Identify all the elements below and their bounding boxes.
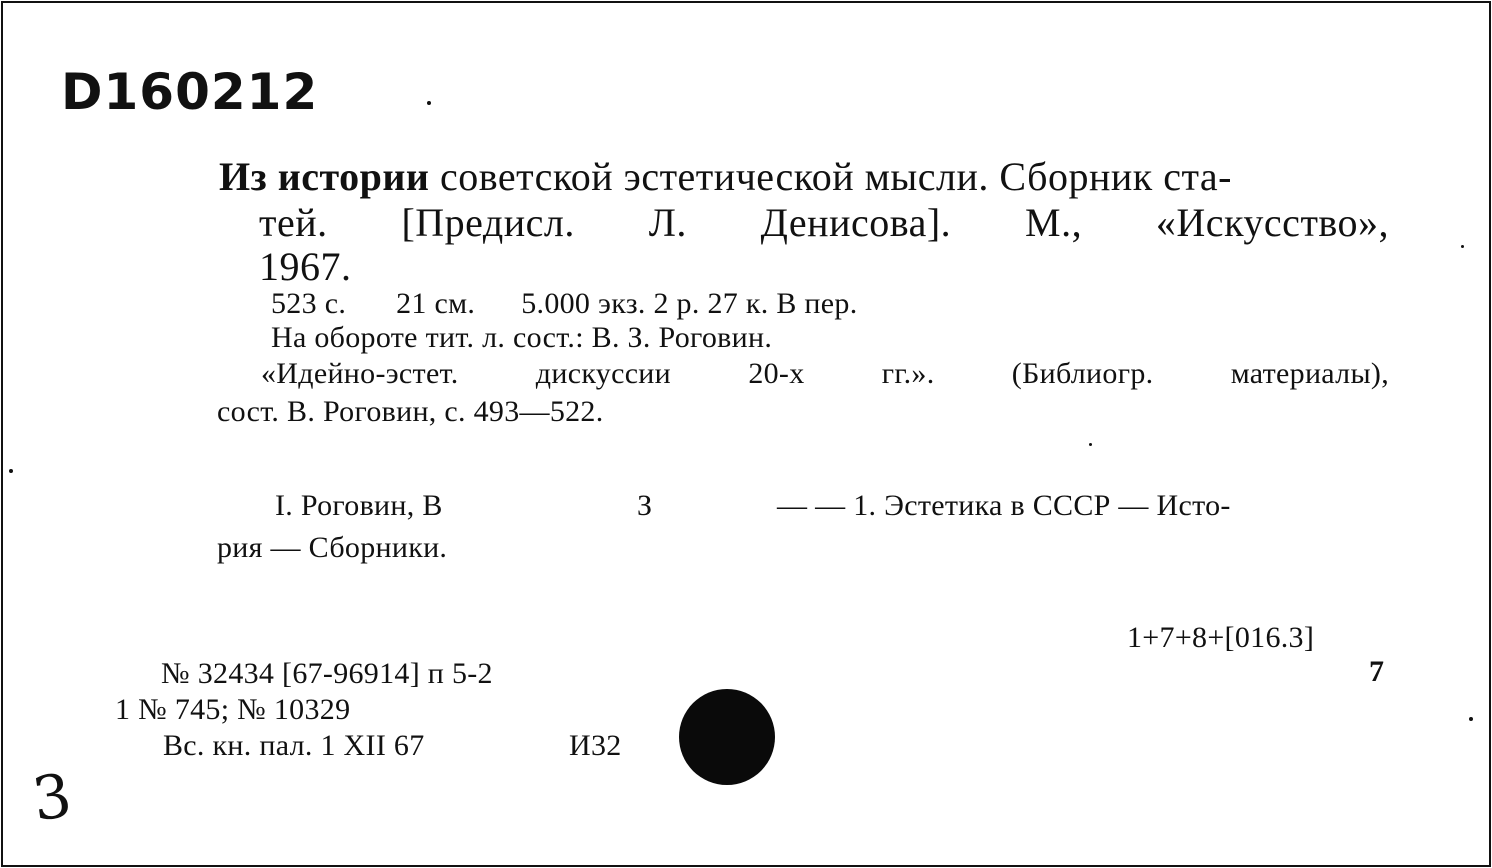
pages: 523 с. [271, 287, 347, 320]
title-bold: Из истории [219, 154, 430, 199]
order-number: № 32434 [67-96914] п 5-2 [161, 657, 493, 690]
size: 21 см. [396, 287, 476, 320]
print-run-price: 5.000 экз. 2 р. 27 к. В пер. [521, 287, 858, 320]
tracing-class: З [637, 489, 653, 522]
publication-year: 1967. [259, 244, 352, 289]
call-number: D160212 [61, 63, 319, 121]
note-word: (Библиогр. [1011, 357, 1154, 390]
note-word: 20-х гг.». [748, 357, 935, 390]
punch-hole [679, 689, 775, 785]
speck [427, 101, 431, 105]
register-line: 1 № 745; № 10329 [115, 693, 351, 726]
title-word: «Искусство», [1155, 200, 1390, 245]
classification-index: 1+7+8+[016.3] [1127, 621, 1315, 654]
title-line-2 [259, 199, 1389, 246]
speck [9, 469, 13, 473]
note-compiler: На обороте тит. л. сост.: В. З. Роговин. [271, 321, 773, 354]
speck [1469, 717, 1473, 721]
note-word: дискуссии [535, 357, 672, 390]
card-code: И32 [569, 729, 622, 762]
chamber-line: Вс. кн. пал. 1 XII 67 [163, 729, 425, 762]
catalog-card [1, 1, 1491, 867]
classification-sub: 7 [1369, 655, 1385, 688]
note-bibliography-line-1 [261, 357, 1389, 391]
title-word: Л. Денисова]. [648, 200, 952, 245]
speck [1089, 443, 1092, 446]
title-rest: советской эстетической мысли. Сборник ста- [429, 154, 1232, 199]
title-line-1 [219, 153, 1232, 200]
title-word: [Предисл. [401, 200, 575, 245]
speck [1461, 245, 1464, 248]
title-word: М., [1025, 200, 1083, 245]
note-word: материалы), [1230, 357, 1389, 390]
note-bibliography-line-2: сост. В. Роговин, с. 493—522. [217, 395, 604, 428]
tracing-subject-line-2: рия — Сборники. [217, 531, 448, 564]
note-word: «Идейно-эстет. [261, 357, 459, 390]
physical-description [271, 287, 858, 321]
tracing-added-entry: I. Роговин, В [275, 489, 443, 522]
tracing-subject-line-1: — — 1. Эстетика в СССР — Исто- [777, 489, 1231, 522]
handwritten-mark: 3 [28, 760, 76, 836]
title-word: тей. [259, 200, 328, 245]
